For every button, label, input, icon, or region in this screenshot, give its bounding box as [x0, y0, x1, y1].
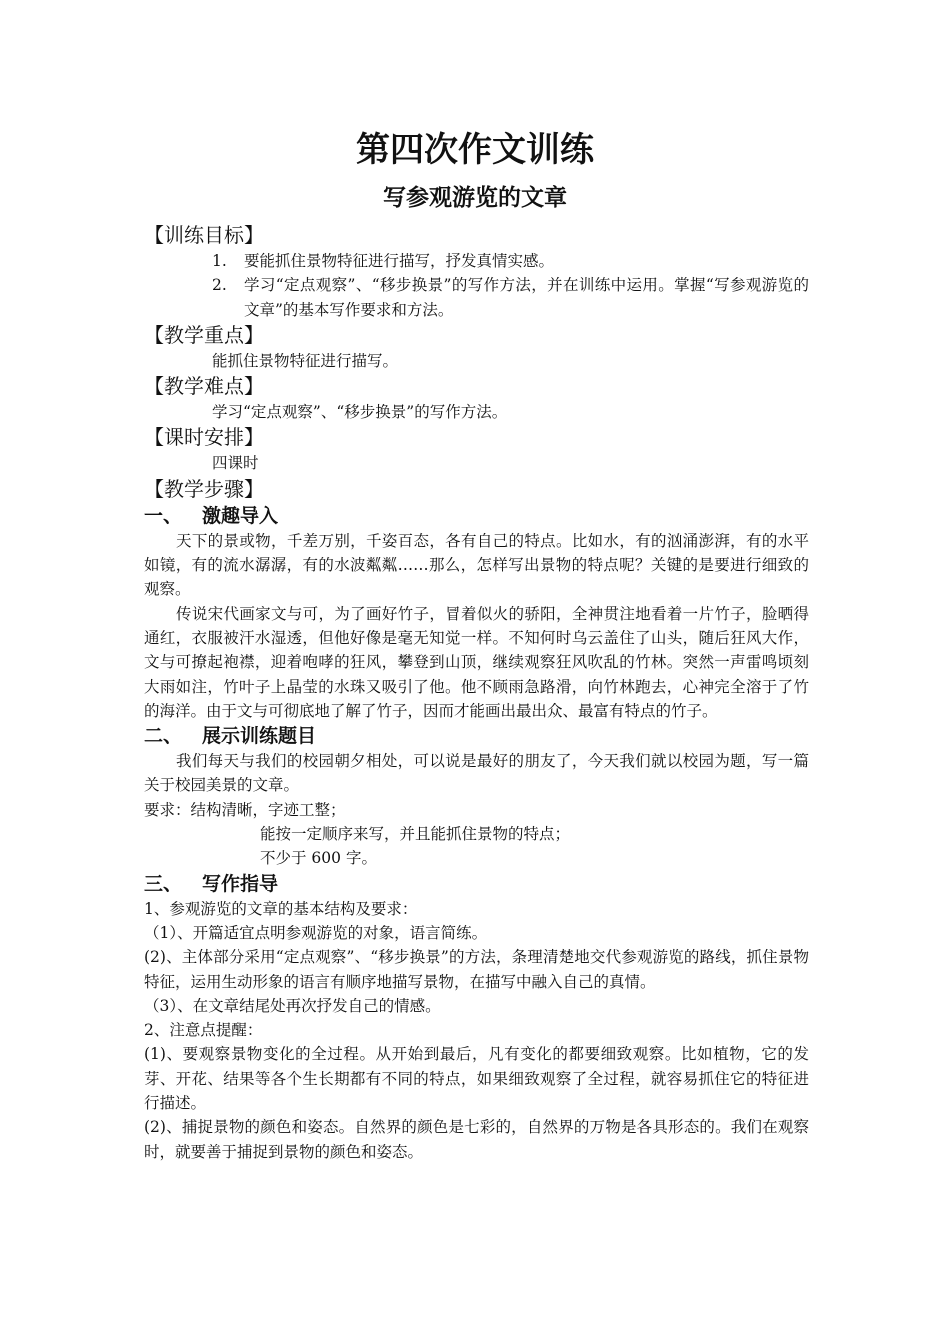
document-body — [144, 222, 809, 1164]
goal-item-2 — [144, 273, 809, 322]
goal-heading: 【训练目标】 — [144, 223, 264, 247]
part3-section-1: 1、参观游览的文章的基本结构及要求： — [144, 899, 418, 918]
steps-heading: 【教学步骤】 — [144, 476, 264, 501]
part3-section-2-item-1: (1)、要观察景物变化的全过程。从开始到最后，凡有变化的都要细致观察。比如植物，它的发芽、开花、结果等各个生长期都有不同的特点，如果细致观察了全过程，就容易抓住它的特征进行描述。 — [144, 1045, 809, 1113]
part2-paragraph: 我们每天与我们的校园朝夕相处，可以说是最好的朋友了，今天我们就以校园为题，写一篇关于校园美景的文章。 — [144, 752, 809, 795]
part3-section-1-item-2: (2)、主体部分采用“定点观察”、“移步换景”的方法，条理清楚地交代参观游览的路线，抓住景物特征，运用生动形象的语言有顺序地描写景物，在描写中融入自己的真情。 — [144, 948, 809, 991]
part2-requirement: 要求：结构清晰，字迹工整； — [144, 800, 346, 819]
part2-heading — [144, 723, 809, 749]
difficulty-heading: 【教学难点】 — [144, 374, 264, 399]
part3-number: 三、 — [144, 872, 183, 895]
goal-item-1-number: 1. — [212, 252, 227, 270]
key-heading: 【教学重点】 — [144, 322, 264, 347]
document-title: 第四次作文训练 — [356, 130, 594, 170]
part3-section-1-item-1: （1）、开篇适宜点明参观游览的对象，语言简练。 — [144, 923, 488, 942]
document-subtitle: 写参观游览的文章 — [383, 185, 567, 211]
goal-item-2-text: 学习“定点观察”、“移步换景”的写作方法，并在训练中运用。掌握“写参观游览的文章”的基本写作要求和方法。 — [244, 276, 809, 319]
key-text: 能抓住景物特征进行描写。 — [212, 351, 399, 370]
goal-item-2-number: 2. — [212, 276, 227, 295]
part2-requirement-2: 能按一定顺序来写，并且能抓住景物的特点； — [260, 825, 571, 844]
part3-title: 写作指导 — [202, 872, 279, 895]
part3-heading — [144, 871, 809, 897]
goal-item-1 — [144, 249, 809, 273]
schedule-heading: 【课时安排】 — [144, 425, 264, 450]
goal-item-1-text: 要能抓住景物特征进行描写，抒发真情实感。 — [244, 252, 555, 270]
part3-section-2: 2、注意点提醒： — [144, 1021, 263, 1040]
part2-requirement-3: 不少于 600 字。 — [260, 849, 377, 868]
part1-title: 激趣导入 — [202, 504, 279, 527]
part1-paragraph-1: 天下的景或物，千差万别，千姿百态，各有自己的特点。比如水，有的汹涌澎湃，有的水平如镜，有的流水潺潺，有的水波粼粼……那么，怎样写出景物的特点呢？关键的是要进行细致的观察。 — [144, 531, 809, 599]
part1-heading — [144, 503, 809, 529]
part1-paragraph-2: 传说宋代画家文与可，为了画好竹子，冒着似火的骄阳，全神贯注地看着一片竹子，脸晒得通红，衣服被汗水湿透，但他好像是毫无知觉一样。不知何时乌云盖住了山头，随后狂风大作，文与可撩起袍襟，迎着咆哮的狂风，攀登到山顶，继续观察狂风吹乱的竹林。突然一声雷鸣顷刻大雨如注，竹叶子上晶莹的水珠又吸引了他。他不顾雨急路滑，向竹林跑去，心神完全溶于了竹的海洋。由于文与可彻底地了解了竹子，因而才能画出最出众、最富有特点的竹子。 — [144, 604, 809, 720]
part2-title: 展示训练题目 — [202, 725, 317, 748]
part2-number: 二、 — [144, 725, 183, 748]
part1-number: 一、 — [144, 504, 183, 527]
schedule-text: 四课时 — [212, 454, 259, 473]
part3-section-1-item-3: （3）、在文章结尾处再次抒发自己的情感。 — [144, 996, 441, 1015]
difficulty-text: 学习“定点观察”、“移步换景”的写作方法。 — [212, 403, 508, 422]
part3-section-2-item-2: (2)、捕捉景物的颜色和姿态。自然界的颜色是七彩的，自然界的万物是各具形态的。我们在观察时，就要善于捕捉到景物的颜色和姿态。 — [144, 1118, 809, 1161]
